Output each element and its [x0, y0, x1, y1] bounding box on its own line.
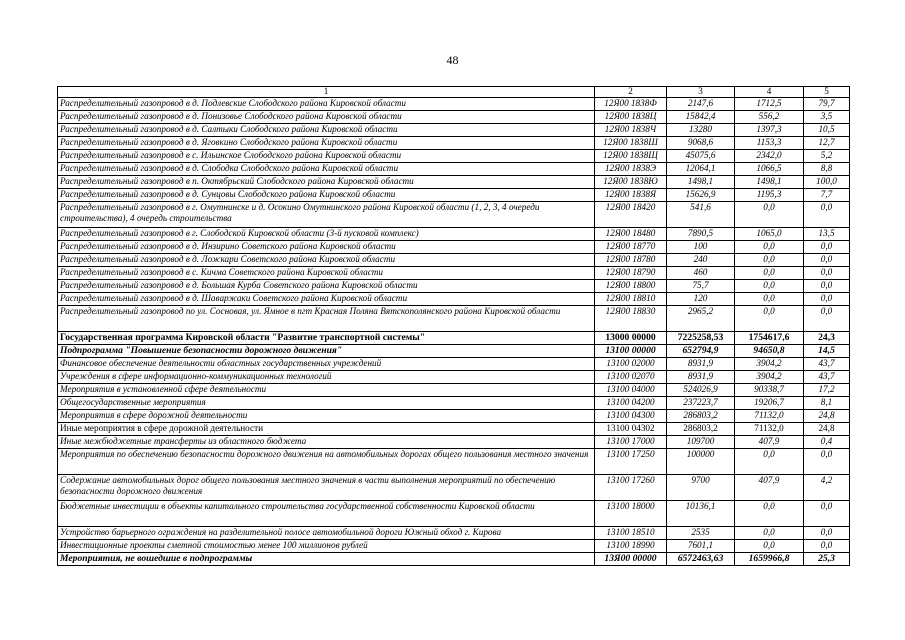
row-code-cell: 12Я00 1838Ш [595, 137, 667, 150]
row-actual-cell: 0,0 [735, 540, 804, 553]
table-row [58, 384, 850, 397]
row-plan-cell: 120 [667, 293, 735, 306]
row-actual-cell: 0,0 [735, 280, 804, 293]
row-actual-cell: 71132,0 [735, 423, 804, 436]
row-name-cell: Распределительный газопровод в д. Сунцовы Слободского района Кировской области [58, 189, 595, 202]
row-percent-cell: 12,7 [804, 137, 850, 150]
row-actual-cell: 71132,0 [735, 410, 804, 423]
column-header: 3 [667, 87, 735, 98]
row-plan-cell: 100 [667, 241, 735, 254]
row-actual-cell: 19206,7 [735, 397, 804, 410]
column-header: 2 [595, 87, 667, 98]
row-percent-cell: 43,7 [804, 371, 850, 384]
table-row [58, 163, 850, 176]
row-code-cell: 12Я00 1838Ц [595, 111, 667, 124]
row-percent-cell: 24,3 [804, 332, 850, 345]
table-row [58, 449, 850, 475]
table-row [58, 332, 850, 345]
table-row [58, 202, 850, 228]
row-code-cell: 12Я00 1838Я [595, 189, 667, 202]
table-row [58, 150, 850, 163]
row-actual-cell: 1659966,8 [735, 553, 804, 566]
row-plan-cell: 8931,9 [667, 371, 735, 384]
row-percent-cell: 8,1 [804, 397, 850, 410]
table-row [58, 189, 850, 202]
row-name-cell: Распределительный газопровод в д. Инзирино Советского района Кировской области [58, 241, 595, 254]
row-actual-cell: 0,0 [735, 449, 804, 475]
row-plan-cell: 2535 [667, 527, 735, 540]
table-row [58, 371, 850, 384]
row-plan-cell: 237223,7 [667, 397, 735, 410]
row-plan-cell: 10136,1 [667, 501, 735, 527]
table-row [58, 137, 850, 150]
row-actual-cell: 0,0 [735, 501, 804, 527]
table-row [58, 306, 850, 332]
row-name-cell: Подпрограмма "Повышение безопасности дорожного движения" [58, 345, 595, 358]
row-plan-cell: 7225258,53 [667, 332, 735, 345]
row-plan-cell: 652794,9 [667, 345, 735, 358]
row-plan-cell: 13280 [667, 124, 735, 137]
row-code-cell: 12Я00 1838Э [595, 163, 667, 176]
row-plan-cell: 2965,2 [667, 306, 735, 332]
row-name-cell: Мероприятия, не вошедшие в подпрограммы [58, 553, 595, 566]
row-code-cell: 13100 00000 [595, 345, 667, 358]
row-name-cell: Распределительный газопровод в п. Октябрьский Слободского района Кировской области [58, 176, 595, 189]
row-percent-cell: 3,5 [804, 111, 850, 124]
row-name-cell: Содержание автомобильных дорог общего пользования местного значения в части выполнения мероприятий по обеспечению безопасности дорожного движения [58, 475, 595, 501]
row-plan-cell: 75,7 [667, 280, 735, 293]
row-code-cell: 13100 18510 [595, 527, 667, 540]
row-percent-cell: 25,3 [804, 553, 850, 566]
row-plan-cell: 541,6 [667, 202, 735, 228]
row-name-cell: Государственная программа Кировской области "Развитие транспортной системы" [58, 332, 595, 345]
column-header: 4 [735, 87, 804, 98]
row-percent-cell: 14,5 [804, 345, 850, 358]
row-name-cell: Распределительный газопровод в д. Ложкари Советского района Кировской области [58, 254, 595, 267]
row-actual-cell: 1066,5 [735, 163, 804, 176]
row-name-cell: Распределительный газопровод в д. Салтыки Слободского района Кировской области [58, 124, 595, 137]
row-actual-cell: 94650,8 [735, 345, 804, 358]
table-row [58, 98, 850, 111]
table-row [58, 436, 850, 449]
row-percent-cell: 0,0 [804, 306, 850, 332]
row-percent-cell: 0,0 [804, 202, 850, 228]
table-row [58, 280, 850, 293]
row-code-cell: 13100 02000 [595, 358, 667, 371]
page-number: 48 [446, 53, 459, 67]
row-percent-cell: 0,4 [804, 436, 850, 449]
row-actual-cell: 0,0 [735, 254, 804, 267]
row-plan-cell: 240 [667, 254, 735, 267]
row-name-cell: Распределительный газопровод в г. Слободской Кировской области (3-й пусковой комплекс) [58, 228, 595, 241]
table-header-row [58, 87, 850, 98]
column-header: 5 [804, 87, 850, 98]
row-name-cell: Общегосударственные мероприятия [58, 397, 595, 410]
row-plan-cell: 100000 [667, 449, 735, 475]
row-name-cell: Учреждения в сфере информационно-коммуникационных технологий [58, 371, 595, 384]
table-row [58, 410, 850, 423]
row-name-cell: Распределительный газопровод в с. Ильинское Слободского района Кировской области [58, 150, 595, 163]
row-plan-cell: 9068,6 [667, 137, 735, 150]
row-plan-cell: 286803,2 [667, 423, 735, 436]
row-percent-cell: 4,2 [804, 475, 850, 501]
row-percent-cell: 0,0 [804, 241, 850, 254]
row-name-cell: Мероприятия по обеспечению безопасности дорожного движения на автомобильных дорогах общего пользования местного значения [58, 449, 595, 475]
row-percent-cell: 0,0 [804, 267, 850, 280]
budget-table [57, 86, 850, 566]
row-code-cell: 13000 00000 [595, 332, 667, 345]
row-actual-cell: 0,0 [735, 306, 804, 332]
row-name-cell: Мероприятия в сфере дорожной деятельности [58, 410, 595, 423]
row-actual-cell: 1754617,6 [735, 332, 804, 345]
row-name-cell: Инвестиционные проекты сметной стоимостью менее 100 миллионов рублей [58, 540, 595, 553]
row-code-cell: 13100 17000 [595, 436, 667, 449]
row-percent-cell: 43,7 [804, 358, 850, 371]
row-percent-cell: 0,0 [804, 501, 850, 527]
row-percent-cell: 0,0 [804, 254, 850, 267]
row-plan-cell: 524026,9 [667, 384, 735, 397]
row-code-cell: 12Я00 1838Ч [595, 124, 667, 137]
row-name-cell: Устройство барьерного ограждения на разделительной полосе автомобильной дороги Южный обход г. Кирова [58, 527, 595, 540]
row-percent-cell: 79,7 [804, 98, 850, 111]
row-name-cell: Распределительный газопровод в г. Омутнинске и д. Осокино Омутнинского района Кировской области (1, 2, 3, 4 очереди строительства), 4 очередь строительства [58, 202, 595, 228]
row-percent-cell: 0,0 [804, 280, 850, 293]
table-row [58, 228, 850, 241]
row-percent-cell: 0,0 [804, 527, 850, 540]
table-row [58, 254, 850, 267]
table-row [58, 540, 850, 553]
row-name-cell: Финансовое обеспечение деятельности областных государственных учреждений [58, 358, 595, 371]
table-row [58, 176, 850, 189]
row-plan-cell: 9700 [667, 475, 735, 501]
row-percent-cell: 7,7 [804, 189, 850, 202]
row-actual-cell: 407,9 [735, 475, 804, 501]
row-code-cell: 13100 04000 [595, 384, 667, 397]
row-code-cell: 12Я00 18480 [595, 228, 667, 241]
row-name-cell: Иные мероприятия в сфере дорожной деятельности [58, 423, 595, 436]
row-code-cell: 13100 04302 [595, 423, 667, 436]
row-plan-cell: 1498,1 [667, 176, 735, 189]
row-actual-cell: 0,0 [735, 202, 804, 228]
row-code-cell: 12Я00 18780 [595, 254, 667, 267]
row-percent-cell: 24,8 [804, 410, 850, 423]
row-actual-cell: 407,9 [735, 436, 804, 449]
row-actual-cell: 90338,7 [735, 384, 804, 397]
row-actual-cell: 1065,0 [735, 228, 804, 241]
row-code-cell: 12Я00 18790 [595, 267, 667, 280]
row-actual-cell: 0,0 [735, 527, 804, 540]
table-row [58, 527, 850, 540]
row-code-cell: 13100 17260 [595, 475, 667, 501]
row-actual-cell: 556,2 [735, 111, 804, 124]
row-actual-cell: 3904,2 [735, 358, 804, 371]
row-plan-cell: 8931,9 [667, 358, 735, 371]
row-percent-cell: 8,8 [804, 163, 850, 176]
row-percent-cell: 100,0 [804, 176, 850, 189]
table-row [58, 111, 850, 124]
row-code-cell: 13100 18990 [595, 540, 667, 553]
table-row [58, 124, 850, 137]
row-name-cell: Распределительный газопровод в д. Шаваржаки Советского района Кировской области [58, 293, 595, 306]
table-row [58, 345, 850, 358]
row-actual-cell: 0,0 [735, 293, 804, 306]
row-name-cell: Бюджетные инвестиции в объекты капитального строительства государственной собственности Кировской области [58, 501, 595, 527]
row-actual-cell: 1397,3 [735, 124, 804, 137]
row-actual-cell: 1712,5 [735, 98, 804, 111]
table-row [58, 358, 850, 371]
row-code-cell: 12Я00 1838Щ [595, 150, 667, 163]
row-code-cell: 12Я00 18830 [595, 306, 667, 332]
row-actual-cell: 1153,3 [735, 137, 804, 150]
row-code-cell: 13100 17250 [595, 449, 667, 475]
table-row [58, 501, 850, 527]
row-code-cell: 13100 04200 [595, 397, 667, 410]
row-actual-cell: 0,0 [735, 267, 804, 280]
row-name-cell: Распределительный газопровод по ул. Сосновая, ул. Ямное в пгт Красная Поляна Вятскополянского района Кировской области [58, 306, 595, 332]
table-row [58, 553, 850, 566]
row-plan-cell: 460 [667, 267, 735, 280]
row-plan-cell: 286803,2 [667, 410, 735, 423]
table-row [58, 293, 850, 306]
row-plan-cell: 12064,1 [667, 163, 735, 176]
row-name-cell: Распределительный газопровод в д. Понизовье Слободского района Кировской области [58, 111, 595, 124]
row-actual-cell: 0,0 [735, 241, 804, 254]
row-code-cell: 13100 18000 [595, 501, 667, 527]
row-name-cell: Мероприятия в установленной сфере деятельности [58, 384, 595, 397]
row-percent-cell: 0,0 [804, 540, 850, 553]
row-actual-cell: 3904,2 [735, 371, 804, 384]
row-plan-cell: 109700 [667, 436, 735, 449]
row-percent-cell: 0,0 [804, 449, 850, 475]
row-code-cell: 12Я00 18770 [595, 241, 667, 254]
row-name-cell: Распределительный газопровод в д. Слободка Слободского района Кировской области [58, 163, 595, 176]
column-header: 1 [58, 87, 595, 98]
row-name-cell: Распределительный газопровод в с. Кичма Советского района Кировской области [58, 267, 595, 280]
row-plan-cell: 6572463,63 [667, 553, 735, 566]
row-actual-cell: 1498,1 [735, 176, 804, 189]
row-code-cell: 12Я00 1838Ф [595, 98, 667, 111]
row-actual-cell: 1195,3 [735, 189, 804, 202]
row-plan-cell: 15626,9 [667, 189, 735, 202]
row-percent-cell: 13,5 [804, 228, 850, 241]
table-row [58, 475, 850, 501]
table-row [58, 423, 850, 436]
row-plan-cell: 2147,6 [667, 98, 735, 111]
row-name-cell: Распределительный газопровод в д. Яговкино Слободского района Кировской области [58, 137, 595, 150]
row-code-cell: 13100 04300 [595, 410, 667, 423]
row-actual-cell: 2342,0 [735, 150, 804, 163]
row-name-cell: Распределительный газопровод в д. Большая Курба Советского района Кировской области [58, 280, 595, 293]
row-code-cell: 13100 02070 [595, 371, 667, 384]
table-row [58, 397, 850, 410]
row-name-cell: Иные межбюджетные трансферты из областного бюджета [58, 436, 595, 449]
row-percent-cell: 17,2 [804, 384, 850, 397]
row-percent-cell: 10,5 [804, 124, 850, 137]
table-row [58, 267, 850, 280]
row-plan-cell: 45075,6 [667, 150, 735, 163]
row-code-cell: 12Я00 18800 [595, 280, 667, 293]
row-percent-cell: 0,0 [804, 293, 850, 306]
table-row [58, 241, 850, 254]
row-code-cell: 13Я00 00000 [595, 553, 667, 566]
row-code-cell: 12Я00 1838Ю [595, 176, 667, 189]
row-percent-cell: 5,2 [804, 150, 850, 163]
row-plan-cell: 7601,1 [667, 540, 735, 553]
row-plan-cell: 15842,4 [667, 111, 735, 124]
row-code-cell: 12Я00 18420 [595, 202, 667, 228]
row-percent-cell: 24,8 [804, 423, 850, 436]
row-plan-cell: 7890,5 [667, 228, 735, 241]
row-code-cell: 12Я00 18810 [595, 293, 667, 306]
row-name-cell: Распределительный газопровод в д. Подлевские Слободского района Кировской области [58, 98, 595, 111]
